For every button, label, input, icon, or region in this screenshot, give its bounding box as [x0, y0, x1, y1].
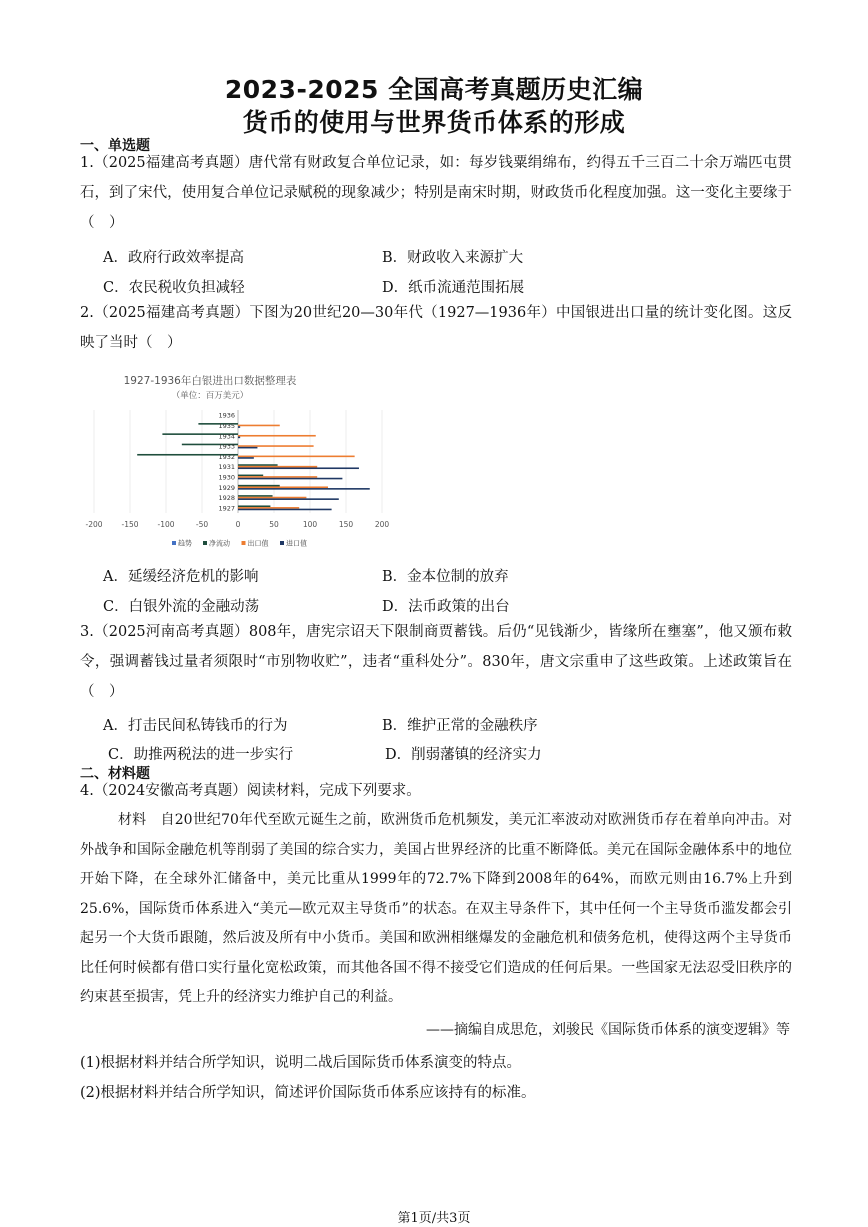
legend-label: 出口值 — [247, 539, 269, 548]
q3-option-c[interactable]: C．助推两税法的进一步实行 — [108, 747, 294, 763]
q2-option-c[interactable]: C．白银外流的金融动荡 — [103, 599, 260, 615]
x-tick-label: -50 — [195, 520, 209, 529]
bar-净流动 — [238, 485, 280, 487]
page-subtitle: 货币的使用与世界货币体系的形成 — [242, 108, 626, 137]
section-heading-material: 二、材料题 — [80, 766, 150, 782]
bar-进口值 — [238, 498, 339, 500]
q1-option-b[interactable]: B．财政收入来源扩大 — [382, 250, 524, 266]
legend-swatch-进口值 — [280, 541, 284, 545]
q1-option-c[interactable]: C．农民税收负担减轻 — [103, 280, 245, 296]
legend-swatch-出口值 — [242, 541, 246, 545]
category-label: 1930 — [218, 473, 235, 482]
q4-subquestion-1: (1)根据材料并结合所学知识，说明二战后国际货币体系演变的特点。 — [80, 1055, 522, 1071]
bar-进口值 — [238, 426, 240, 428]
question-2-stem: 2.（2025福建高考真题）下图为20世纪20—30年代（1927—1936年）中国银进出口量的统计变化图。这反映了当时（ ） — [80, 305, 792, 351]
bar-进口值 — [238, 447, 257, 449]
bar-净流动 — [238, 495, 273, 497]
bar-净流动 — [238, 505, 270, 507]
q3-option-d[interactable]: D．削弱藩镇的经济实力 — [385, 747, 542, 763]
bar-进口值 — [238, 478, 342, 480]
category-label: 1936 — [218, 411, 235, 420]
legend-label: 趋势 — [178, 539, 192, 548]
bar-净流动 — [238, 475, 263, 477]
q4-material-source: ——摘编自成思危，刘骏民《国际货币体系的演变逻辑》等 — [426, 1022, 790, 1038]
chart-title: 1927-1936年白银进出口数据整理表 — [123, 375, 297, 387]
q2-option-d[interactable]: D．法币政策的出台 — [382, 599, 510, 615]
x-tick-label: -200 — [85, 520, 103, 529]
bar-出口值 — [238, 497, 306, 499]
bar-出口值 — [238, 425, 280, 427]
x-tick-label: -100 — [157, 520, 175, 529]
bar-出口值 — [238, 507, 299, 509]
x-tick-label: 0 — [235, 520, 241, 529]
category-label: 1929 — [218, 483, 235, 492]
x-tick-label: 50 — [269, 520, 279, 529]
x-tick-label: 200 — [374, 520, 390, 529]
bar-出口值 — [238, 486, 328, 488]
category-label: 1931 — [218, 463, 235, 472]
chart-category-labels — [218, 412, 235, 513]
legend-swatch-趋势 — [172, 541, 176, 545]
q3-option-b[interactable]: B．维护正常的金融秩序 — [382, 718, 538, 734]
bar-进口值 — [238, 457, 254, 459]
question-3-stem: 3.（2025河南高考真题）808年，唐宪宗诏天下限制商贾蓄钱。后仍“见钱渐少，皆缘所在壅塞”，他又颁布敕令，强调蓄钱过量者须限时“市别物收贮”，违者“重科处分”。830年，唐文宗重申了这些政策。上述政策旨在（ ） — [80, 624, 792, 700]
q4-material: 材料 自20世纪70年代至欧元诞生之前，欧洲货币危机频发，美元汇率波动对欧洲货币存在着单向冲击。对外战争和国际金融危机等削弱了美国的综合实力，美国占世界经济的比重不断降低。美元在国际金融体系中的地位开始下降，在全球外汇储备中，美元比重从1999年的72.7%下降到2008年的64%，而欧元则由16.7%上升到25.6%，国际货币体系进入“美元—欧元双主导货币”的状态。在双主导条件下，其中任何一个主导货币滥发都会引起另一个大货币跟随，然后波及所有中小货币。美国和欧洲相继爆发的金融危机和债务危机，使得这两个主导货币比任何时候都有借口实行量化宽松政策，而其他各国不得不接受它们造成的任何后果。一些国家无法忍受旧秩序的约束甚至损害，凭上升的经济实力维护自己的利益。 — [80, 812, 792, 1005]
category-label: 1927 — [218, 504, 235, 513]
category-label: 1934 — [218, 432, 235, 441]
legend-label: 净流动 — [209, 539, 230, 548]
x-tick-label: -150 — [121, 520, 139, 529]
question-4-stem: 4.（2024安徽高考真题）阅读材料，完成下列要求。 — [80, 783, 421, 799]
chart-subtitle: （单位：百万美元） — [171, 391, 249, 401]
bar-进口值 — [238, 437, 240, 439]
silver-trade-chart — [82, 368, 392, 554]
bar-出口值 — [238, 445, 314, 447]
page-title: 2023-2025 全国高考真题历史汇编 — [224, 75, 644, 104]
bar-出口值 — [238, 476, 317, 478]
q2-option-a[interactable]: A．延缓经济危机的影响 — [103, 569, 259, 585]
x-tick-label: 150 — [338, 520, 354, 529]
x-tick-label: 100 — [302, 520, 318, 529]
question-1-stem: 1.（2025福建高考真题）唐代常有财政复合单位记录，如：每岁钱粟绢绵布，约得五千三百二十余万端匹屯贯石，到了宋代，使用复合单位记录赋税的现象减少；特别是南宋时期，财政货币化程度加强。这一变化主要缘于（ ） — [80, 155, 792, 231]
chart-legend — [172, 539, 307, 548]
q1-option-a[interactable]: A．政府行政效率提高 — [103, 250, 244, 266]
q3-option-a[interactable]: A．打击民间私铸钱币的行为 — [103, 718, 288, 734]
bar-净流动 — [238, 464, 278, 466]
category-label: 1935 — [218, 421, 235, 430]
bar-出口值 — [238, 435, 316, 437]
section-heading-single-choice: 一、单选题 — [80, 138, 150, 154]
page-footer: 第1页/共3页 — [397, 1211, 471, 1226]
q4-subquestion-2: (2)根据材料并结合所学知识，简述评价国际货币体系应该持有的标准。 — [80, 1085, 536, 1101]
category-label: 1932 — [218, 452, 235, 461]
legend-swatch-净流动 — [203, 541, 207, 545]
bar-进口值 — [238, 509, 332, 511]
q2-option-b[interactable]: B．金本位制的放弃 — [382, 569, 509, 585]
legend-label: 进口值 — [286, 539, 307, 548]
chart-x-tick-labels — [85, 520, 389, 529]
bar-进口值 — [238, 488, 370, 490]
chart-bars — [137, 423, 370, 513]
bar-出口值 — [238, 466, 317, 468]
category-label: 1933 — [218, 442, 235, 451]
category-label: 1928 — [218, 494, 235, 503]
q1-option-d[interactable]: D．纸币流通范围拓展 — [382, 280, 525, 296]
bar-出口值 — [238, 456, 355, 458]
bar-进口值 — [238, 467, 359, 469]
